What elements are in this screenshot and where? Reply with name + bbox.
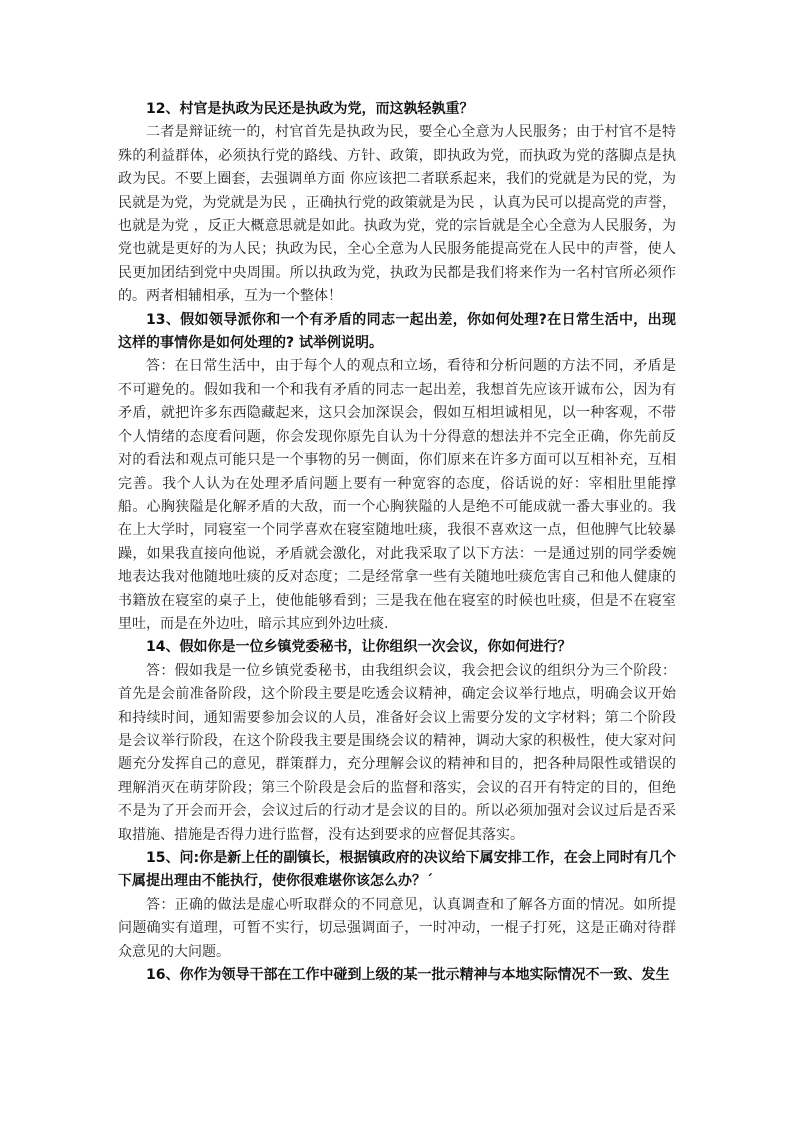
question-15: 15、问:你是新上任的副镇长，根据镇政府的决议给下属安排工作，在会上同时有几个下属提出理由不能执行，使你很难堪你该怎么办？ˊ bbox=[118, 850, 676, 890]
question-14: 14、假如你是一位乡镇党委秘书，让你组织一次会议，你如何进行？ bbox=[146, 639, 572, 656]
answer-14: 答：假如我是一位乡镇党委秘书，由我组织会议，我会把会议的组织分为三个阶段：首先是会前准备阶段，这个阶段主要是吃透会议精神，确定会议举行地点，明确会议开始和持续时间，通知需要参加会议的人员，准备好会议上需要分发的文字材料；第二个阶段是会议举行阶段，在这个阶段我主要是围绕会议的精神，调动大家的积极性，使大家对问题充分发挥自己的意见，群策群力，充分理解会议的精神和目的，把各种局限性或错误的理解消灭在萌芽阶段；第三个阶段是会后的监督和落实，会议的召开有特定的目的，但绝不是为了开会而开会，会议过后的行动才是会议的目的。所以必须加强对会议过后是否采取措施、措施是否得力进行监督，没有达到要求的应督促其落实。 bbox=[118, 662, 676, 843]
question-12: 12、村官是执政为民还是执政为党，而这孰轻孰重？ bbox=[146, 101, 474, 117]
document-page bbox=[118, 98, 676, 987]
question-16: 16、你作为领导干部在工作中碰到上级的某一批示精神与本地实际情况不一致、发生 bbox=[146, 967, 670, 984]
answer-15: 答：正确的做法是虚心听取群众的不同意见，认真调查和了解各方面的情况。如所提问题确实有道理，可暂不实行，切忌强调面子，一时冲动，一棍子打死，这是正确对待群众意见的大问题。 bbox=[118, 896, 676, 960]
answer-12: 二者是辩证统一的，村官首先是执政为民，要全心全意为人民服务；由于村官不是特殊的利益群体，必须执行党的路线、方针、政策，即执政为党，而执政为党的落脚点是执政为民。不要上圈套，去强调单方面 你应该把二者联系起来，我们的党就是为民的党，为民就是为党，为党就是为民 ，正确执行党的政策就是为民 ，认真为民可以提高党的声誉，也就是为党 ，反正大概意思就是如此。执政为党，党的宗旨就是全心全意为人民服务，为党也就是更好的为人民；执政为民，全心全意为人民服务能提高党在人民中的声誉，使人民更加团结到党中央周围。所以执政为党，执政为民都是我们将来作为一名村官所必须作的。两者相辅相承，互为一个整体！ bbox=[118, 124, 676, 305]
answer-13: 答：在日常生活中，由于每个人的观点和立场，看待和分析问题的方法不同，矛盾是不可避免的。假如我和一个和我有矛盾的同志一起出差，我想首先应该开诚布公，因为有矛盾，就把许多东西隐藏起来，这只会加深误会，假如互相坦诚相见，以一种客观，不带个人情绪的态度看问题，你会发现你原先自认为十分得意的想法并不完全正确，你先前反对的看法和观点可能只是一个事物的另一侧面，你们原来在许多方面可以互相补充，互相完善。我个人认为在处理矛盾问题上要有一种宽容的态度，俗话说的好：宰相肚里能撑船。心胸狭隘是化解矛盾的大敌，而一个心胸狭隘的人是绝不可能成就一番大事业的。我在上大学时，同寝室一个同学喜欢在寝室随地吐痰，我很不喜欢这一点，但他脾气比较暴躁，如果我直接向他说，矛盾就会激化，对此我采取了以下方法：一是通过别的同学委婉地表达我对他随地吐痰的反对态度；二是经常拿一些有关随地吐痰危害自己和他人健康的书籍放在寝室的桌子上，使他能够看到；三是我在他在寝室的时候也吐痰，但是不在寝室里吐，而是在外边吐，暗示其应到外边吐痰. bbox=[118, 358, 676, 632]
question-13: 13、假如领导派你和一个有矛盾的同志一起出差，你如何处理?在日常生活中，出现这样的事情你是如何处理的? 试举例说明。 bbox=[118, 311, 676, 352]
